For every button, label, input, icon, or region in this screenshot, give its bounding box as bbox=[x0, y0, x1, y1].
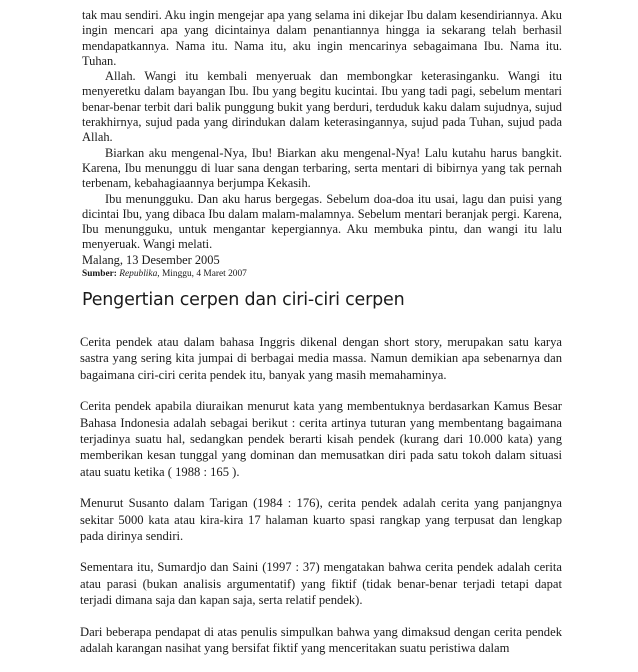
story-dateline: Malang, 13 Desember 2005 bbox=[82, 252, 220, 267]
story-paragraph: tak mau sendiri. Aku ingin mengejar apa yang selama ini dikejar Ibu dalam kesendiriannya. Aku ingin mencari apa yang dicintainya dalam penantiannya hingga ia sekarang telah berhasil mendapatkannya. Nama itu. Nama itu, aku ingin mencarinya sebagaimana Ibu. Nama itu. Tuhan. bbox=[82, 8, 562, 68]
story-excerpt bbox=[82, 8, 562, 280]
story-paragraph: Biarkan aku mengenal-Nya, Ibu! Biarkan aku mengenal-Nya! Lalu kutahu harus bangkit. Karena, Ibu menunggu di luar sana dengan terbaring, serta mentari di bibirnya yang tak pernah terbenam, kebahagiaannya berjumpa Kekasih. bbox=[82, 145, 562, 191]
body-paragraph: Cerita pendek apabila diuraikan menurut kata yang membentuknya berdasarkan Kamus Besar Bahasa Indonesia adalah sebagai berikut : cerita artinya tuturan yang membentang bagaimana terjadinya suatu hal, sedangkan pendek berarti kisah pendek (kurang dari 10.000 kata) yang memberikan kesan tunggal yang dominan dan memusatkan diri pada satu tokoh dalam situasi atau suatu ketika ( 1988 : 165 ). bbox=[80, 399, 562, 479]
body-paragraph: Sementara itu, Sumardjo dan Saini (1997 : 37) mengatakan bahwa cerita pendek adalah cerita atau parasi (bukan analisis argumentatif) yang fiktif (tidak benar-benar terjadi tetapi dapat terjadi dimana saja dan kapan saja, serta relatif pendek). bbox=[80, 560, 562, 608]
body-paragraph: Dari beberapa pendapat di atas penulis simpulkan bahwa yang dimaksud dengan cerita pendek adalah karangan nasihat yang bersifat fiktif yang menceritakan suatu peristiwa dalam bbox=[80, 624, 562, 656]
story-source bbox=[82, 268, 562, 280]
source-publication: Republika bbox=[119, 269, 158, 280]
story-paragraph: Allah. Wangi itu kembali menyeruak dan membongkar keterasinganku. Wangi itu menyeretku dalam bayangan Ibu. Ibu yang begitu kucintai. Ibu yang tadi pagi, sebelum mentari benar-benar terbit dari balik punggung bukit yang berduri, terduduk kaku dalam sujudnya, sujud terakhirnya, sujud pada yang dirindukan dalam keterasingannya, sujud pada Tuhan, sujud pada Allah. bbox=[82, 69, 562, 145]
body-paragraph: Cerita pendek atau dalam bahasa Inggris dikenal dengan short story, merupakan satu karya sastra yang sering kita jumpai di berbagai media massa. Namun demikian apa sebenarnya dan bagaimana ciri-ciri cerita pendek itu, banyak yang masih memahaminya. bbox=[80, 335, 562, 382]
source-date: , Minggu, 4 Maret 2007 bbox=[157, 269, 247, 280]
body-paragraph: Menurut Susanto dalam Tarigan (1984 : 176), cerita pendek adalah cerita yang panjangnya sekitar 5000 kata atau kira-kira 17 halaman kuarto spasi rangkap yang terpusat dan lengkap pada dirinya sendiri. bbox=[80, 496, 562, 544]
story-paragraph: Ibu menungguku. Dan aku harus bergegas. Sebelum doa-doa itu usai, lagu dan puisi yang dicintai Ibu, yang dibaca Ibu dalam malam-malamnya. Sebelum mentari beranjak pergi. Karena, Ibu menungguku, untuk mengantar kepergiannya. Aku membuka pintu, dan wangi itu lalu menyeruak. Wangi melati. bbox=[82, 191, 562, 252]
section-heading: Pengertian cerpen dan ciri-ciri cerpen bbox=[82, 290, 405, 310]
section-body bbox=[80, 334, 562, 672]
source-label: Sumber: bbox=[82, 269, 117, 280]
